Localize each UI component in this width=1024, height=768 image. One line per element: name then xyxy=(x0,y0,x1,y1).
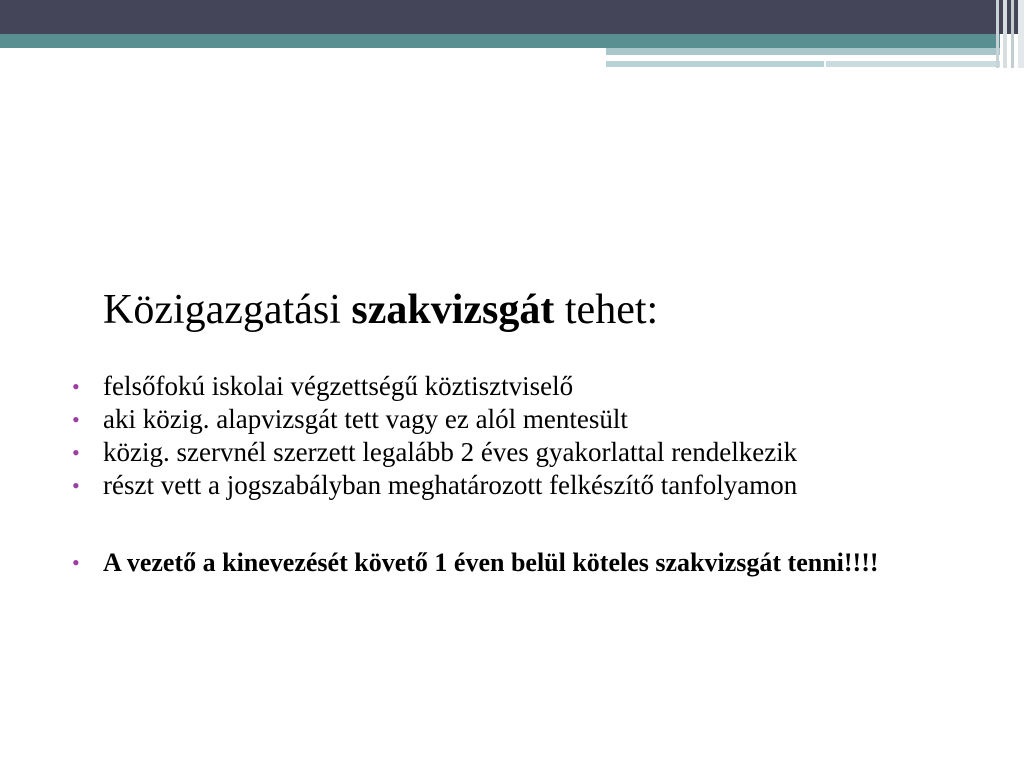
list-item-text: aki közig. alapvizsgát tett vagy ez alól mentesült xyxy=(103,404,628,434)
list-item-text: közig. szervnél szerzett legalább 2 éves gyakorlattal rendelkezik xyxy=(103,437,798,467)
list-item xyxy=(72,436,962,469)
bullet-icon: • xyxy=(72,407,80,432)
slide-title xyxy=(103,282,658,338)
list-item-text: felsőfokú iskolai végzettségű köztisztviselő xyxy=(103,371,574,401)
title-prefix: Közigazgatási xyxy=(103,287,341,333)
header-vertical-stripe xyxy=(1018,0,1024,68)
header-accent-line xyxy=(826,61,1000,67)
title-bold: szakvizsgát xyxy=(351,287,555,333)
list-item-text: részt vett a jogszabályban meghatározott felkészítő tanfolyamon xyxy=(103,470,798,500)
header-accent-line xyxy=(606,61,824,67)
bullet-icon: • xyxy=(72,550,80,575)
list-item xyxy=(72,370,962,403)
list-item xyxy=(72,403,962,436)
header-accent-line xyxy=(606,48,1000,55)
header-vertical-stripe xyxy=(1011,0,1014,68)
spacer xyxy=(72,502,962,548)
header-band-teal xyxy=(0,34,1000,48)
title-suffix: tehet: xyxy=(564,287,659,333)
header-band-dark xyxy=(0,0,1024,34)
bullet-icon: • xyxy=(72,473,80,498)
emphasis-text: A vezető a kinevezését követő 1 éven belül köteles szakvizsgát tenni!!!! xyxy=(103,548,879,577)
bullet-list xyxy=(72,370,962,578)
emphasis-item xyxy=(72,548,962,578)
header-vertical-stripe xyxy=(1003,0,1007,68)
header-vertical-stripe xyxy=(996,0,999,68)
bullet-icon: • xyxy=(72,440,80,465)
list-item xyxy=(72,469,962,502)
bullet-icon: • xyxy=(72,374,80,399)
